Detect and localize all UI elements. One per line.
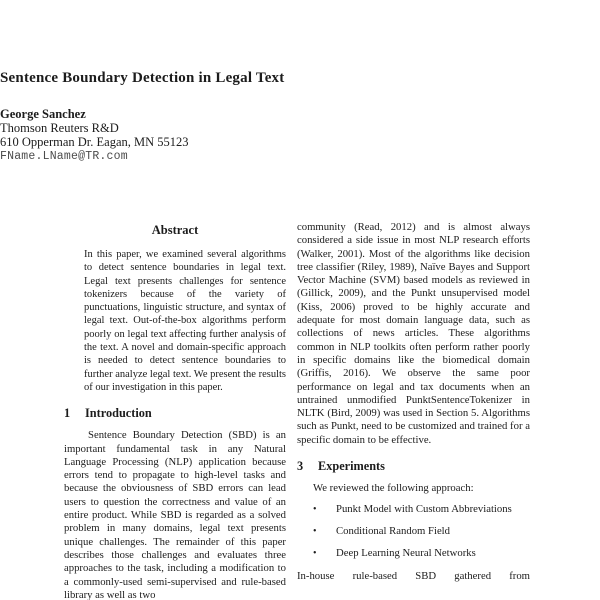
list-item-label: Punkt Model with Custom Abbreviations — [336, 503, 512, 516]
list-item — [313, 547, 530, 560]
list-item — [313, 525, 530, 538]
experiments-lead-line: We reviewed the following approach: — [313, 482, 474, 495]
abstract-heading: Abstract — [151, 223, 199, 237]
experiments-bullet-list — [297, 503, 530, 560]
section-number: 1 — [64, 406, 71, 421]
list-item-label: Conditional Random Field — [336, 525, 450, 538]
section-title: Experiments — [318, 459, 385, 474]
bullet-icon: • — [313, 547, 317, 559]
author-address: 610 Opperman Dr. Eagan, MN 55123 — [0, 135, 189, 149]
after-list-paragraph: In-house rule-based SBD gathered from — [297, 570, 530, 583]
list-item-label: Deep Learning Neural Networks — [336, 546, 476, 559]
continuation-paragraph: community (Read, 2012) and is almost always considered a side issue in most NLP research efforts (Walker, 2001). Most of the algorithms like decision tree classifier (Riley, 1989), Naïve Bayes and Support Vector Machine (SVM) based models as reviewed in (Gillick, 2009), and the Punkt unsupervised model (Kiss, 2006) proved to be highly accurate and adequate for most domain language data, such as collections of news articles. These algorithms common in NLP toolkits often perform rather poorly in specific domains like the biomedical domain (Griffis, 2016). We observe the same poor performance on legal and tax documents when an untrained unmodified PunktSentenceTokenizer in NLTK (Bird, 2009) was used in Section 5. Algorithms such as Punkt, need to be customized and trained for a specific domain to be effective. — [297, 221, 530, 446]
left-column — [64, 221, 286, 600]
bullet-icon: • — [313, 504, 317, 516]
introduction-paragraph: Sentence Boundary Detection (SBD) is an important fundamental task in any Natural Language Processing (NLP) application because errors tend to propagate to high-level tasks and because the obviousness of SBD errors can lead users to question the correctness and value of an entire product. While SBD is regarded as a solved problem in many domains, legal text presents unique challenges. The remainder of this paper describes those challenges and evaluates three approaches to the task, including a modification to a commonly-used semi-supervised and rule-based library as well as two — [64, 429, 286, 600]
section-number: 3 — [297, 459, 304, 474]
author-name: George Sanchez — [0, 107, 86, 121]
author-email: FName.LName@TR.com — [0, 150, 128, 163]
author-affiliation: Thomson Reuters R&D — [0, 121, 119, 135]
paper-title: Sentence Boundary Detection in Legal Text — [0, 70, 285, 87]
bullet-icon: • — [313, 526, 317, 538]
right-column — [297, 221, 530, 600]
abstract-text: In this paper, we examined several algorithms to detect sentence boundaries in legal text. Legal text presents challenges for sentence tokenizers because of the variety of punctuations, linguistic structure, and syntax of legal text. Out-of-the-box algorithms perform poorly on legal text affecting further analysis of the text. A novel and domain-specific approach is needed to detect sentence boundaries to further analyze legal text. We present the results of our investigation in this paper. — [84, 249, 286, 393]
section-heading-experiments — [297, 459, 530, 474]
list-item — [313, 503, 530, 516]
section-title: Introduction — [85, 406, 152, 421]
section-heading-introduction — [64, 406, 286, 421]
